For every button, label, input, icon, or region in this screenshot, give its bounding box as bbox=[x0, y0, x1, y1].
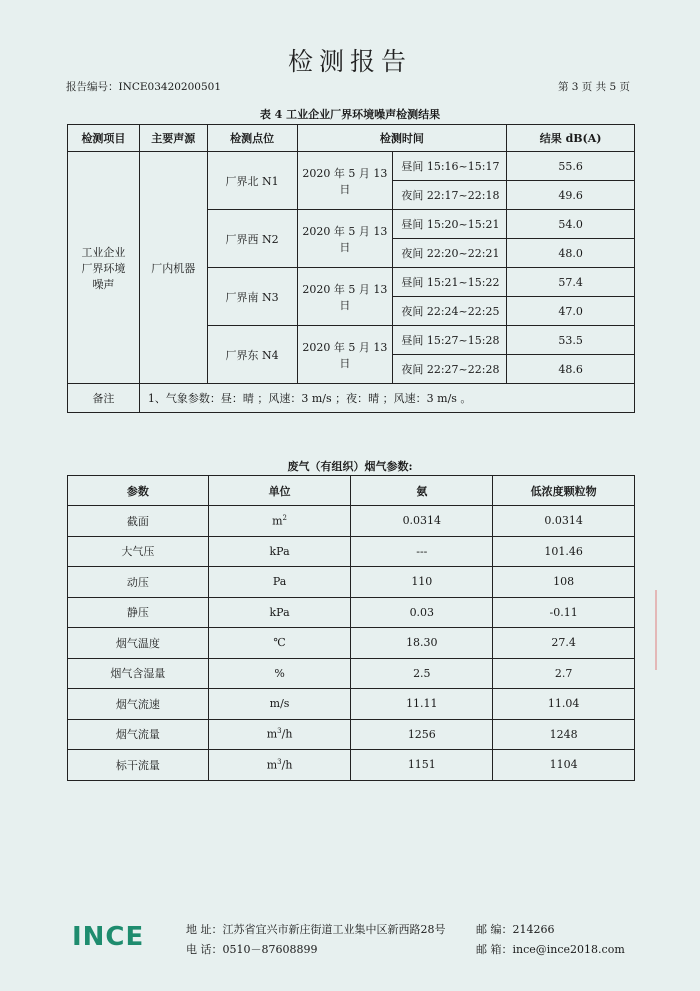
unit-cell bbox=[208, 628, 351, 659]
night-period: 夜间 22:24~22:25 bbox=[393, 297, 507, 326]
ammonia-value: --- bbox=[351, 536, 493, 567]
day-period: 昼间 15:16~15:17 bbox=[393, 152, 507, 181]
page-number: 第 3 页 共 5 页 bbox=[557, 81, 630, 93]
unit-base: m bbox=[266, 728, 278, 742]
night-value: 47.0 bbox=[507, 297, 635, 326]
table-row bbox=[68, 719, 635, 750]
param-name: 烟气温度 bbox=[68, 628, 209, 659]
unit-tail: /h bbox=[281, 758, 293, 772]
unit-cell bbox=[208, 536, 351, 567]
unit-cell bbox=[208, 689, 351, 720]
unit-tail: /h bbox=[281, 728, 293, 742]
ammonia-value: 1151 bbox=[351, 750, 493, 781]
param-name: 静压 bbox=[68, 597, 209, 628]
column-header: 检测时间 bbox=[297, 125, 507, 152]
gas-table-caption: 废气（有组织）烟气参数: bbox=[287, 460, 413, 473]
column-header: 检测点位 bbox=[207, 125, 297, 152]
particulate-value: 101.46 bbox=[493, 536, 635, 567]
point-date: 2020 年 5 月 13 日 bbox=[297, 268, 393, 326]
table-row bbox=[68, 689, 635, 720]
param-name: 动压 bbox=[68, 567, 209, 598]
point-date: 2020 年 5 月 13 日 bbox=[297, 210, 393, 268]
table-row bbox=[68, 658, 635, 689]
company-logo: INCE bbox=[72, 922, 145, 952]
table-row bbox=[68, 628, 635, 659]
remark-label: 备注 bbox=[68, 384, 140, 413]
unit-base: kPa bbox=[269, 544, 290, 558]
unit-base: m/s bbox=[269, 697, 290, 711]
param-name: 大气压 bbox=[68, 536, 209, 567]
table-row bbox=[68, 536, 635, 567]
unit-cell bbox=[208, 506, 351, 537]
remark-row bbox=[68, 384, 635, 413]
night-period: 夜间 22:17~22:18 bbox=[393, 181, 507, 210]
noise-table-caption: 表 4 工业企业厂界环境噪声检测结果 bbox=[259, 108, 441, 121]
report-number: 报告编号：INCE03420200501 bbox=[66, 81, 222, 93]
column-header: 低浓度颗粒物 bbox=[493, 476, 635, 506]
column-header: 单位 bbox=[208, 476, 351, 506]
column-header: 结果 dB(A) bbox=[507, 125, 635, 152]
unit-superscript: 3 bbox=[277, 727, 282, 736]
column-header: 主要声源 bbox=[139, 125, 207, 152]
table-header-row bbox=[68, 476, 635, 506]
footer-address: 地 址：江苏省宜兴市新庄街道工业集中区新西路28号 bbox=[186, 923, 446, 936]
footer-phone: 电 话：0510－87608899 bbox=[186, 943, 318, 956]
column-header: 氨 bbox=[351, 476, 493, 506]
point-date: 2020 年 5 月 13 日 bbox=[297, 152, 393, 210]
day-value: 53.5 bbox=[507, 326, 635, 355]
stamp-mark bbox=[655, 590, 700, 670]
unit-cell bbox=[208, 750, 351, 781]
point-name: 厂界北 N1 bbox=[207, 152, 297, 210]
table-row bbox=[68, 152, 635, 181]
ammonia-value: 110 bbox=[351, 567, 493, 598]
particulate-value: 2.7 bbox=[493, 658, 635, 689]
day-period: 昼间 15:27~15:28 bbox=[393, 326, 507, 355]
column-header: 参数 bbox=[68, 476, 209, 506]
param-name: 截面 bbox=[68, 506, 209, 537]
ammonia-value: 11.11 bbox=[351, 689, 493, 720]
ammonia-value: 0.0314 bbox=[351, 506, 493, 537]
particulate-value: 11.04 bbox=[493, 689, 635, 720]
unit-superscript: 3 bbox=[277, 757, 282, 766]
day-period: 昼间 15:21~15:22 bbox=[393, 268, 507, 297]
param-name: 烟气流速 bbox=[68, 689, 209, 720]
unit-superscript: 2 bbox=[282, 513, 288, 522]
particulate-value: 0.0314 bbox=[493, 506, 635, 537]
night-value: 48.6 bbox=[507, 355, 635, 384]
unit-base: % bbox=[274, 666, 285, 680]
detection-item: 工业企业厂界环境噪声 bbox=[68, 152, 140, 384]
particulate-value: 27.4 bbox=[493, 628, 635, 659]
particulate-value: 108 bbox=[493, 567, 635, 598]
footer-email: 邮 箱：ince@ince2018.com bbox=[476, 943, 625, 956]
ammonia-value: 18.30 bbox=[351, 628, 493, 659]
table-row bbox=[68, 567, 635, 598]
table-header-row bbox=[68, 125, 635, 152]
point-name: 厂界西 N2 bbox=[207, 210, 297, 268]
flue-gas-table bbox=[67, 475, 635, 781]
noise-result-table bbox=[67, 124, 635, 413]
table-row bbox=[68, 597, 635, 628]
unit-cell bbox=[208, 597, 351, 628]
day-value: 55.6 bbox=[507, 152, 635, 181]
ammonia-value: 2.5 bbox=[351, 658, 493, 689]
particulate-value: -0.11 bbox=[493, 597, 635, 628]
night-period: 夜间 22:27~22:28 bbox=[393, 355, 507, 384]
column-header: 检测项目 bbox=[68, 125, 140, 152]
point-name: 厂界东 N4 bbox=[207, 326, 297, 384]
param-name: 标干流量 bbox=[68, 750, 209, 781]
table-row bbox=[68, 506, 635, 537]
unit-cell bbox=[208, 567, 351, 598]
point-date: 2020 年 5 月 13 日 bbox=[297, 326, 393, 384]
night-value: 48.0 bbox=[507, 239, 635, 268]
point-name: 厂界南 N3 bbox=[207, 268, 297, 326]
unit-base: m bbox=[272, 514, 283, 528]
unit-cell bbox=[208, 658, 351, 689]
param-name: 烟气流量 bbox=[68, 719, 209, 750]
unit-cell bbox=[208, 719, 351, 750]
unit-base: m bbox=[266, 758, 278, 772]
particulate-value: 1104 bbox=[493, 750, 635, 781]
night-period: 夜间 22:20~22:21 bbox=[393, 239, 507, 268]
unit-base: ℃ bbox=[273, 636, 286, 650]
unit-base: kPa bbox=[269, 605, 290, 619]
ammonia-value: 1256 bbox=[351, 719, 493, 750]
day-period: 昼间 15:20~15:21 bbox=[393, 210, 507, 239]
day-value: 54.0 bbox=[507, 210, 635, 239]
table-row bbox=[68, 750, 635, 781]
day-value: 57.4 bbox=[507, 268, 635, 297]
ammonia-value: 0.03 bbox=[351, 597, 493, 628]
footer-postcode: 邮 编：214266 bbox=[476, 923, 555, 936]
particulate-value: 1248 bbox=[493, 719, 635, 750]
param-name: 烟气含湿量 bbox=[68, 658, 209, 689]
unit-base: Pa bbox=[272, 575, 287, 589]
remark-text: 1、气象参数：昼：晴 ；风速：3 m/s ；夜：晴 ；风速：3 m/s 。 bbox=[139, 384, 634, 413]
noise-source: 厂内机器 bbox=[139, 152, 207, 384]
night-value: 49.6 bbox=[507, 181, 635, 210]
page-title: 检测报告 bbox=[287, 47, 412, 76]
